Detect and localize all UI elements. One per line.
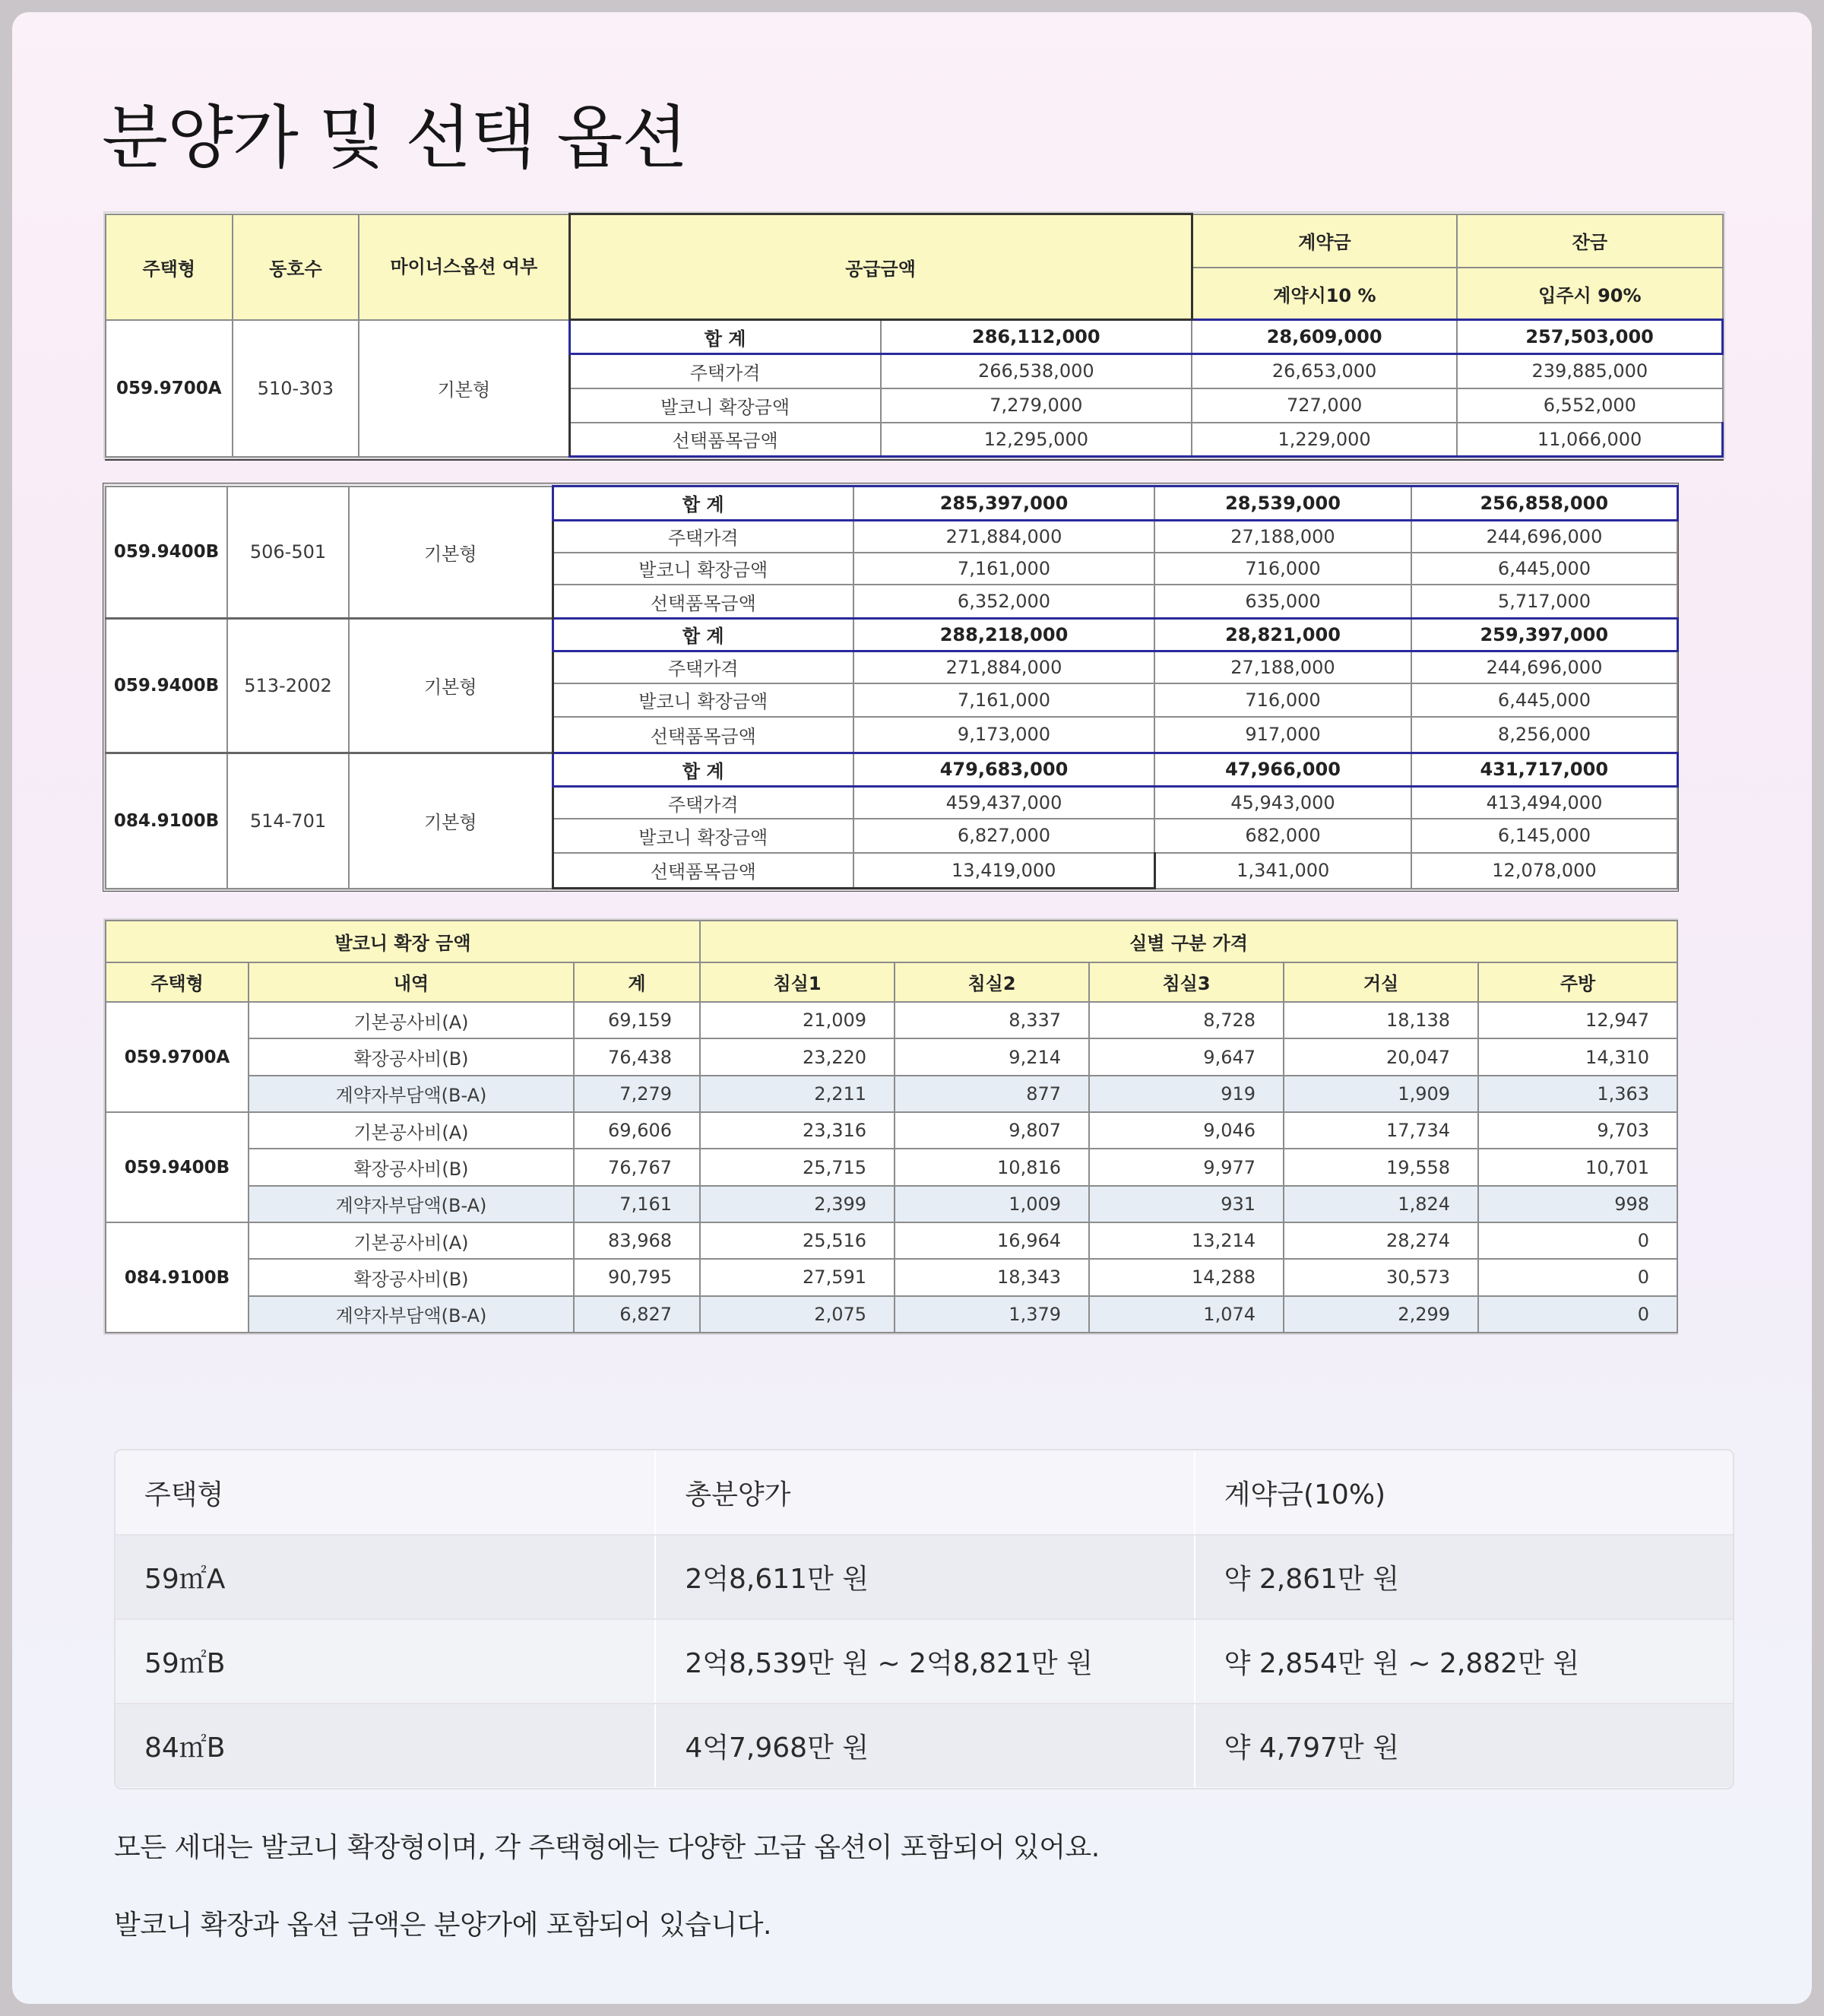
table-row: [106, 1038, 1677, 1075]
summary-total-price: 4억7,968만 원: [654, 1704, 1193, 1787]
value-kitchen: 0: [1478, 1259, 1677, 1295]
value-bed3: 919: [1089, 1076, 1284, 1112]
table-row: [106, 1222, 1677, 1259]
balance-value: 6,145,000: [1411, 819, 1677, 853]
supply-value: 13,419,000: [853, 853, 1154, 889]
unit-cell: 514-701: [227, 753, 349, 889]
deposit-value: 1,341,000: [1154, 853, 1411, 889]
supply-value: 459,437,000: [853, 787, 1154, 819]
value-kitchen: 998: [1478, 1186, 1677, 1222]
summary-type: 84㎡B: [144, 1732, 226, 1764]
value-living: 1,824: [1284, 1186, 1478, 1222]
row-label: 발코니 확장금액: [553, 553, 853, 585]
summary-total-price: 2억8,611만 원: [654, 1536, 1193, 1618]
value-total: 90,795: [574, 1259, 700, 1295]
table-row: [116, 1618, 1733, 1703]
supply-value: 285,397,000: [853, 487, 1154, 521]
value-bed1: 2,399: [700, 1186, 895, 1222]
value-living: 30,573: [1284, 1259, 1478, 1295]
value-bed3: 931: [1089, 1186, 1284, 1222]
summary-header-type: 주택형: [144, 1479, 224, 1510]
value-bed3: 14,288: [1089, 1259, 1284, 1295]
detail-label: 기본공사비(A): [249, 1222, 574, 1259]
balance-value: 244,696,000: [1411, 520, 1677, 552]
house-type-cell: 059.9400B: [106, 1112, 249, 1222]
supply-price-grid-2: [105, 485, 1679, 889]
value-bed3: 1,074: [1089, 1296, 1284, 1333]
supply-value: 7,161,000: [853, 683, 1154, 718]
note-balcony-included: 모든 세대는 발코니 확장형이며, 각 주택형에는 다양한 고급 옵션이 포함되어 있어요.: [114, 1832, 1100, 1863]
supply-value: 7,161,000: [853, 553, 1154, 585]
row-label: 발코니 확장금액: [569, 388, 880, 423]
header-living: 거실: [1284, 962, 1478, 1003]
deposit-value: 26,653,000: [1192, 354, 1457, 388]
page-title: 분양가 및 선택 옵션: [102, 98, 688, 178]
value-total: 69,159: [574, 1002, 700, 1038]
value-kitchen: 1,363: [1478, 1076, 1677, 1112]
house-type-cell: 084.9100B: [106, 753, 227, 889]
price-summary-table: [114, 1449, 1734, 1789]
balance-value: 11,066,000: [1457, 423, 1722, 457]
row-label: 주택가격: [553, 651, 853, 683]
table-row: [106, 1002, 1677, 1038]
header-kitchen: 주방: [1478, 962, 1677, 1003]
balance-value: 259,397,000: [1411, 619, 1677, 651]
deposit-value: 27,188,000: [1154, 520, 1411, 552]
detail-label: 기본공사비(A): [249, 1002, 574, 1038]
summary-type: 59㎡B: [144, 1648, 226, 1679]
supply-value: 12,295,000: [881, 423, 1192, 457]
deposit-value: 716,000: [1154, 553, 1411, 585]
value-bed2: 1,379: [895, 1296, 1089, 1333]
detail-label: 계약자부담액(B-A): [249, 1296, 574, 1333]
unit-cell: 510-303: [233, 320, 359, 457]
balance-value: 6,552,000: [1457, 388, 1722, 423]
value-total: 76,438: [574, 1038, 700, 1075]
deposit-value: 716,000: [1154, 683, 1411, 718]
value-bed3: 9,647: [1089, 1038, 1284, 1075]
table-row: [106, 1149, 1677, 1185]
header-bed2: 침실2: [895, 962, 1089, 1003]
value-living: 17,734: [1284, 1112, 1478, 1149]
value-bed2: 8,337: [895, 1002, 1089, 1038]
value-kitchen: 14,310: [1478, 1038, 1677, 1075]
value-bed1: 25,715: [700, 1149, 895, 1185]
header-bed3: 침실3: [1089, 962, 1284, 1003]
header-balance-sub: 입주시 90%: [1457, 268, 1722, 320]
content-card: [12, 12, 1812, 2004]
row-label: 주택가격: [553, 520, 853, 552]
row-label: 주택가격: [569, 354, 880, 388]
detail-label: 계약자부담액(B-A): [249, 1076, 574, 1112]
detail-label: 기본공사비(A): [249, 1112, 574, 1149]
balcony-expansion-table: [105, 920, 1677, 1333]
value-total: 7,161: [574, 1186, 700, 1222]
detail-label: 확장공사비(B): [249, 1038, 574, 1075]
deposit-value: 1,229,000: [1192, 423, 1457, 457]
balance-value: 413,494,000: [1411, 787, 1677, 819]
deposit-value: 28,821,000: [1154, 619, 1411, 651]
header-minus-option: 마이너스옵션 여부: [359, 214, 569, 320]
option-cell: 기본형: [349, 753, 553, 889]
supply-value: 479,683,000: [853, 753, 1154, 787]
header-deposit: 계약금: [1192, 214, 1457, 268]
balance-value: 8,256,000: [1411, 717, 1677, 753]
table-row: [116, 1703, 1733, 1787]
header-unit: 동호수: [233, 214, 359, 320]
house-type-cell: 059.9400B: [106, 619, 227, 753]
value-bed2: 9,807: [895, 1112, 1089, 1149]
summary-deposit: 약 2,861만 원: [1194, 1536, 1733, 1618]
value-living: 2,299: [1284, 1296, 1478, 1333]
value-total: 76,767: [574, 1149, 700, 1185]
value-bed1: 21,009: [700, 1002, 895, 1038]
summary-deposit: 약 2,854만 원 ~ 2,882만 원: [1194, 1620, 1733, 1703]
header-balcony: 발코니 확장 금액: [106, 921, 700, 962]
option-cell: 기본형: [359, 320, 569, 457]
balance-value: 431,717,000: [1411, 753, 1677, 787]
house-type-cell: 084.9100B: [106, 1222, 249, 1333]
row-label: 주택가격: [553, 787, 853, 819]
summary-total-price: 2억8,539만 원 ~ 2억8,821만 원: [654, 1620, 1193, 1703]
summary-header-row: [116, 1450, 1733, 1534]
deposit-value: 47,966,000: [1154, 753, 1411, 787]
table-row: [106, 619, 1677, 651]
house-type-cell: 059.9700A: [106, 1002, 249, 1112]
value-bed2: 18,343: [895, 1259, 1089, 1295]
supply-value: 9,173,000: [853, 717, 1154, 753]
supply-value: 6,352,000: [853, 585, 1154, 619]
summary-header-total-price: 총분양가: [654, 1450, 1193, 1534]
value-total: 69,606: [574, 1112, 700, 1149]
note-price-included: 발코니 확장과 옵션 금액은 분양가에 포함되어 있습니다.: [114, 1910, 771, 1941]
header-bed1: 침실1: [700, 962, 895, 1003]
deposit-value: 45,943,000: [1154, 787, 1411, 819]
row-label: 선택품목금액: [553, 585, 853, 619]
balance-value: 12,078,000: [1411, 853, 1677, 889]
unit-cell: 506-501: [227, 487, 349, 619]
value-bed1: 25,516: [700, 1222, 895, 1259]
header-rooms: 실별 구분 가격: [700, 921, 1677, 962]
value-bed3: 9,046: [1089, 1112, 1284, 1149]
balcony-expansion-grid: [105, 920, 1678, 1333]
unit-cell: 513-2002: [227, 619, 349, 753]
value-living: 19,558: [1284, 1149, 1478, 1185]
option-cell: 기본형: [349, 619, 553, 753]
value-bed3: 13,214: [1089, 1222, 1284, 1259]
row-label: 선택품목금액: [553, 853, 853, 889]
deposit-value: 28,539,000: [1154, 487, 1411, 521]
value-total: 7,279: [574, 1076, 700, 1112]
value-bed3: 9,977: [1089, 1149, 1284, 1185]
value-bed2: 877: [895, 1076, 1089, 1112]
table-row: [106, 1076, 1677, 1112]
supply-value: 288,218,000: [853, 619, 1154, 651]
value-bed2: 9,214: [895, 1038, 1089, 1075]
balance-value: 6,445,000: [1411, 683, 1677, 718]
table-row: [106, 1296, 1677, 1333]
supply-value: 7,279,000: [881, 388, 1192, 423]
row-label: 합 계: [553, 619, 853, 651]
option-cell: 기본형: [349, 487, 553, 619]
header-detail: 내역: [249, 962, 574, 1003]
deposit-value: 917,000: [1154, 717, 1411, 753]
detail-label: 확장공사비(B): [249, 1259, 574, 1295]
row-label: 발코니 확장금액: [553, 819, 853, 853]
house-type-cell: 059.9400B: [106, 487, 227, 619]
value-kitchen: 10,701: [1478, 1149, 1677, 1185]
summary-type: 59㎡A: [144, 1564, 226, 1595]
value-kitchen: 9,703: [1478, 1112, 1677, 1149]
balance-value: 256,858,000: [1411, 487, 1677, 521]
detail-label: 계약자부담액(B-A): [249, 1186, 574, 1222]
row-label: 합 계: [569, 320, 880, 354]
table-row: [106, 1112, 1677, 1149]
value-bed2: 1,009: [895, 1186, 1089, 1222]
value-bed1: 2,075: [700, 1296, 895, 1333]
value-living: 20,047: [1284, 1038, 1478, 1075]
row-label: 합 계: [553, 753, 853, 787]
header-house-type: 주택형: [106, 214, 233, 320]
value-bed1: 2,211: [700, 1076, 895, 1112]
header-balance: 잔금: [1457, 214, 1722, 268]
supply-value: 286,112,000: [881, 320, 1192, 354]
header-deposit-sub: 계약시10 %: [1192, 268, 1457, 320]
supply-value: 271,884,000: [853, 651, 1154, 683]
value-kitchen: 12,947: [1478, 1002, 1677, 1038]
table-row: [106, 320, 1723, 354]
value-kitchen: 0: [1478, 1222, 1677, 1259]
row-label: 발코니 확장금액: [553, 683, 853, 718]
supply-price-grid: [105, 213, 1724, 458]
supply-price-table-continued: [105, 485, 1677, 889]
summary-deposit: 약 4,797만 원: [1194, 1704, 1733, 1787]
table-row: [106, 753, 1677, 787]
header-supply: 공급금액: [569, 214, 1192, 320]
header-house-type: 주택형: [106, 962, 249, 1003]
table-row: [106, 1186, 1677, 1222]
value-kitchen: 0: [1478, 1296, 1677, 1333]
balance-value: 257,503,000: [1457, 320, 1722, 354]
balance-value: 239,885,000: [1457, 354, 1722, 388]
value-bed1: 23,220: [700, 1038, 895, 1075]
value-bed1: 23,316: [700, 1112, 895, 1149]
row-label: 선택품목금액: [553, 717, 853, 753]
value-bed1: 27,591: [700, 1259, 895, 1295]
balance-value: 6,445,000: [1411, 553, 1677, 585]
house-type-cell: 059.9700A: [106, 320, 233, 457]
summary-header-deposit: 계약금(10%): [1194, 1450, 1733, 1534]
deposit-value: 28,609,000: [1192, 320, 1457, 354]
value-bed2: 16,964: [895, 1222, 1089, 1259]
deposit-value: 635,000: [1154, 585, 1411, 619]
value-living: 1,909: [1284, 1076, 1478, 1112]
value-bed3: 8,728: [1089, 1002, 1284, 1038]
row-label: 선택품목금액: [569, 423, 880, 457]
deposit-value: 682,000: [1154, 819, 1411, 853]
value-total: 6,827: [574, 1296, 700, 1333]
balance-value: 244,696,000: [1411, 651, 1677, 683]
row-label: 합 계: [553, 487, 853, 521]
supply-value: 6,827,000: [853, 819, 1154, 853]
value-bed2: 10,816: [895, 1149, 1089, 1185]
header-total: 계: [574, 962, 700, 1003]
deposit-value: 27,188,000: [1154, 651, 1411, 683]
deposit-value: 727,000: [1192, 388, 1457, 423]
detail-label: 확장공사비(B): [249, 1149, 574, 1185]
value-living: 18,138: [1284, 1002, 1478, 1038]
table-row: [106, 487, 1677, 521]
balance-value: 5,717,000: [1411, 585, 1677, 619]
table-row: [116, 1534, 1733, 1618]
table-row: [106, 1259, 1677, 1295]
supply-value: 271,884,000: [853, 520, 1154, 552]
supply-price-table-top: [105, 213, 1724, 458]
value-total: 83,968: [574, 1222, 700, 1259]
value-living: 28,274: [1284, 1222, 1478, 1259]
supply-value: 266,538,000: [881, 354, 1192, 388]
